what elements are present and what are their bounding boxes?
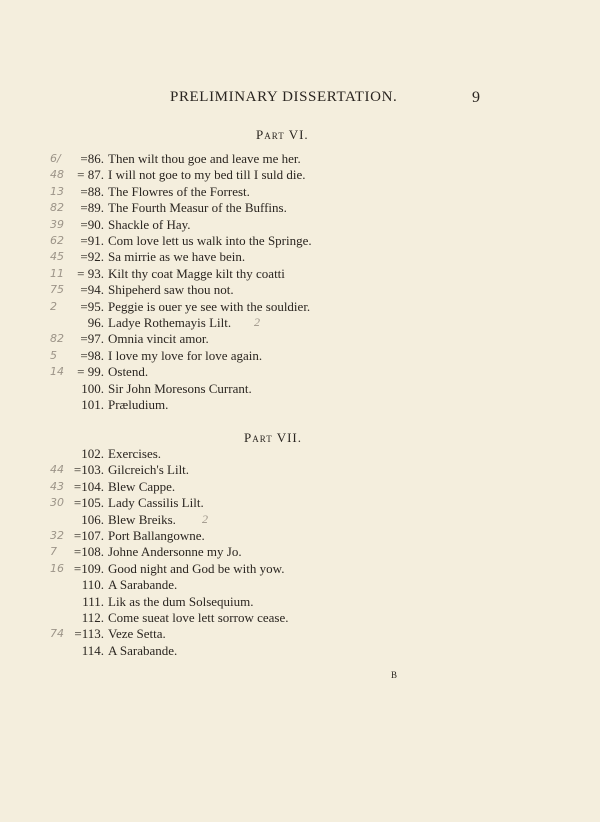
entry-title: Præludium. [108,397,169,412]
entry-title: Com love lett us walk into the Springe. [108,233,312,248]
list-item [0,151,600,167]
entry-title: Lady Cassilis Lilt. [108,495,204,511]
entry-number: =104. [73,478,104,494]
entry-number: =103. [73,462,104,478]
pencil-annotation: 62 [50,234,64,247]
entry-title: I love my love for love again. [108,347,263,363]
pencil-annotation: 13 [50,184,64,198]
entry-number: =90. [80,216,104,232]
list-item [0,528,600,544]
entry-number: 112. [81,610,104,625]
entry-title: A Sarabande. [108,642,178,658]
entry-title: Blew Cappe. [108,478,176,494]
pencil-annotation: 82 [50,332,64,346]
entry-title: Peggie is ouer ye see with the souldier. [108,298,311,314]
entry-title: Kilt thy coat Magge kilt thy coatti [108,265,285,281]
list-item [0,495,600,511]
list-item [0,397,600,413]
list-item [0,348,600,364]
list-item [0,184,600,200]
entry-number: 100. [81,380,104,396]
list-item [0,217,600,233]
list-item [0,266,600,282]
entry-number: =92. [80,249,104,265]
list-item [0,331,600,347]
entry-title: Johne Andersonne my Jo. [108,544,242,560]
entry-title: Exercises. [108,446,162,461]
entry-title: Sa mirrie as we have bein. [108,249,246,265]
entry-number: =109. [73,560,104,576]
list-item [0,282,600,298]
pencil-annotation: 45 [50,250,64,264]
page-number: 9 [472,89,480,106]
entry-title: Shipeherd saw thou not. [108,282,234,298]
pencil-annotation: 5 [50,348,57,362]
entry-number: =94. [80,282,104,298]
list-item [0,364,600,380]
list-item [0,577,600,593]
list-item [0,462,600,478]
list-item [0,479,600,495]
entry-number: 111. [82,593,104,609]
pencil-annotation: 6/ [50,152,61,165]
entry-number: =113. [74,626,104,642]
entry-number: 114. [81,642,104,658]
pencil-annotation: 75 [50,283,64,297]
list-item [0,381,600,397]
list-item [0,249,600,265]
entry-number: 101. [81,397,104,412]
entry-number: =107. [73,528,104,543]
pencil-annotation-after: 2 [202,511,208,526]
entry-title: Sir John Moresons Currant. [108,380,252,396]
entry-number: 110. [81,577,104,593]
list-item [0,594,600,610]
entry-number: =88. [80,183,104,199]
entry-number: =98. [80,347,104,363]
entry-title: Come sueat love lett sorrow cease. [108,610,289,625]
entry-title: Blew Breiks. [108,511,176,527]
list-item [0,446,600,462]
pencil-annotation: 30 [50,496,64,510]
pencil-annotation: 82 [50,201,64,215]
entry-number: 102. [81,446,104,461]
pencil-annotation: 74 [50,627,64,641]
list-item [0,544,600,560]
entry-number: =86. [80,151,104,166]
entry-title: Omnia vincit amor. [108,331,209,347]
entry-title: Then wilt thou goe and leave me her. [108,151,301,166]
pencil-annotation-after: 2 [254,315,260,329]
pencil-annotation: 11 [50,266,64,280]
list-item [0,200,600,216]
entry-number: =95. [80,298,104,314]
entry-number: 106. [81,511,104,527]
pencil-annotation: 43 [50,479,64,493]
list-item [0,626,600,642]
entry-title: Ladye Rothemayis Lilt. [108,315,232,330]
entry-title: The Fourth Measur of the Buffins. [108,200,287,216]
list-item [0,643,600,659]
pencil-annotation: 7 [50,545,57,559]
list-item [0,315,600,331]
entry-title: Lik as the dum Solsequium. [108,593,254,609]
entry-number: = 99. [77,364,104,380]
entry-title: I will not goe to my bed till I suld die. [108,167,306,183]
entry-number: = 87. [77,167,104,183]
entry-number: =89. [80,200,104,216]
entry-number: =105. [73,495,104,511]
entry-title: The Flowres of the Forrest. [108,183,250,199]
pencil-annotation: 32 [50,529,64,542]
entry-title: Ostend. [108,364,149,380]
part-6-heading: Part VI. [256,127,309,142]
entry-title: Good night and God be with yow. [108,560,285,576]
entry-number: 96. [87,315,104,330]
list-item [0,299,600,315]
entry-title: Gilcreich's Lilt. [108,462,190,478]
signature-mark: B [391,670,398,680]
entry-title: Shackle of Hay. [108,216,191,232]
pencil-annotation: 48 [50,168,64,182]
entry-number: =108. [73,544,104,560]
entry-title: Veze Setta. [108,626,166,642]
part-7-heading: Part VII. [244,430,303,445]
list-item [0,610,600,626]
list-item [0,233,600,249]
running-title: PRELIMINARY DISSERTATION. [170,89,398,105]
entry-title: A Sarabande. [108,577,178,593]
list-item [0,561,600,577]
entry-number: = 93. [77,265,104,281]
list-item [0,167,600,183]
pencil-annotation: 44 [50,463,64,477]
pencil-annotation: 16 [50,561,64,575]
entry-number: =97. [80,331,104,347]
entry-number: =91. [80,233,104,248]
pencil-annotation: 14 [50,365,64,379]
entry-title: Port Ballangowne. [108,528,205,543]
list-item [0,512,600,528]
pencil-annotation: 39 [50,217,64,231]
pencil-annotation: 2 [50,299,57,313]
